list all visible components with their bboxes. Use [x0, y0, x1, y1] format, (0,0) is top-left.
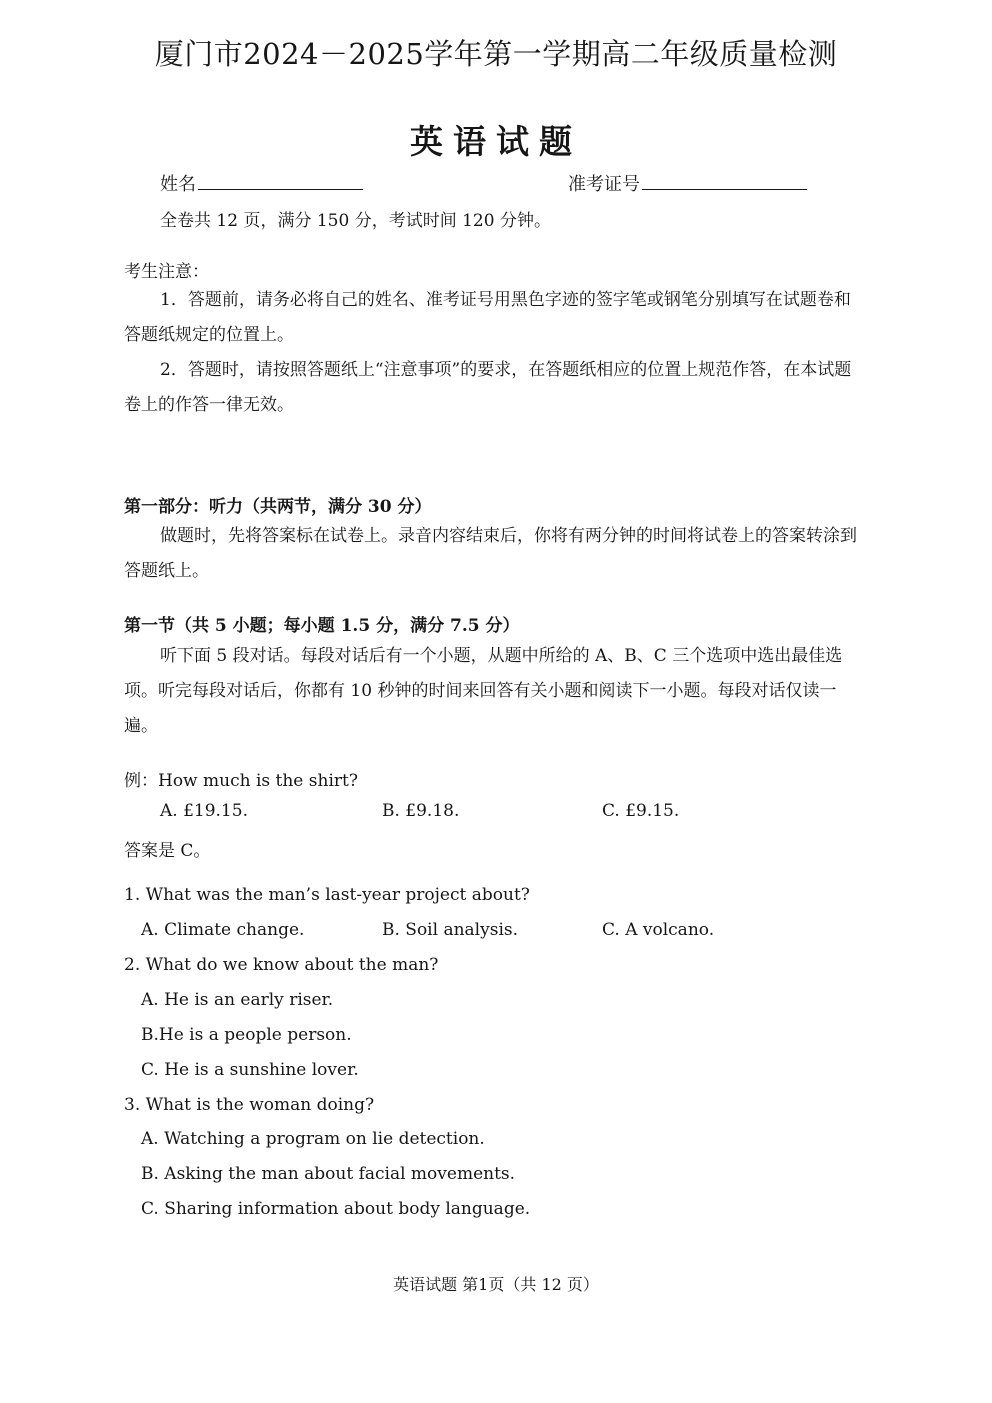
page-footer: 英语试题 第1页（共 12 页） [393, 1275, 599, 1294]
subject-title: 英语试题 [410, 122, 582, 161]
question-2: 2. What do we know about the man? [124, 955, 439, 975]
question-1-option-b: B. Soil analysis. [382, 920, 519, 940]
example-answer: 答案是 C。 [124, 841, 211, 861]
section1-heading: 第一节（共 5 小题；每小题 1.5 分，满分 7.5 分） [124, 616, 520, 636]
question-3-option-b: B. Asking the man about facial movements. [141, 1164, 516, 1184]
example-option-c: C. £9.15. [602, 801, 680, 821]
example-option-b: B. £9.18. [382, 801, 460, 821]
question-2-option-c: C. He is a sunshine lover. [141, 1060, 359, 1080]
example-question: 例：How much is the shirt? [124, 771, 358, 791]
notice-heading: 考生注意： [124, 262, 209, 282]
question-3-option-c: C. Sharing information about body language. [141, 1199, 531, 1219]
question-3-option-a: A. Watching a program on lie detection. [141, 1129, 485, 1149]
part1-instruction: 做题时，先将答案标在试卷上。录音内容结束后，你将有两分钟的时间将试卷上的答案转涂到答题纸上。 [124, 526, 857, 581]
section1-instruction: 听下面 5 段对话。每段对话后有一个小题，从题中所给的 A、B、C 三个选项中选出最佳选项。听完每段对话后，你都有 10 秒钟的时间来回答有关小题和阅读下一小题。每段对话仅读一遍。 [124, 646, 843, 736]
question-1-option-a: A. Climate change. [141, 920, 305, 940]
example-option-a: A. £19.15. [160, 801, 248, 821]
exam-id-line [642, 171, 807, 190]
question-1: 1. What was the man’s last-year project about? [124, 885, 530, 905]
notice-item-1: 1．答题前，请务必将自己的姓名、准考证号用黑色字迹的签字笔或钢笔分别填写在试题卷和答题纸规定的位置上。 [124, 290, 851, 345]
notice-item-2: 2．答题时，请按照答题纸上“注意事项”的要求，在答题纸相应的位置上规范作答，在本试题卷上的作答一律无效。 [124, 360, 852, 415]
exam-title: 厦门市2024－2025学年第一学期高二年级质量检测 [154, 37, 838, 71]
question-2-option-a: A. He is an early riser. [141, 990, 334, 1010]
name-line [198, 171, 363, 190]
name-field [160, 170, 363, 196]
exam-id-field [568, 170, 807, 196]
name-label: 姓名 [160, 174, 196, 195]
exam-info: 全卷共 12 页，满分 150 分，考试时间 120 分钟。 [160, 211, 551, 231]
question-1-option-c: C. A volcano. [602, 920, 715, 940]
exam-id-label: 准考证号 [568, 174, 640, 195]
question-2-option-b: B.He is a people person. [141, 1025, 352, 1045]
question-3: 3. What is the woman doing? [124, 1095, 375, 1115]
part1-heading: 第一部分：听力（共两节，满分 30 分） [124, 497, 432, 517]
